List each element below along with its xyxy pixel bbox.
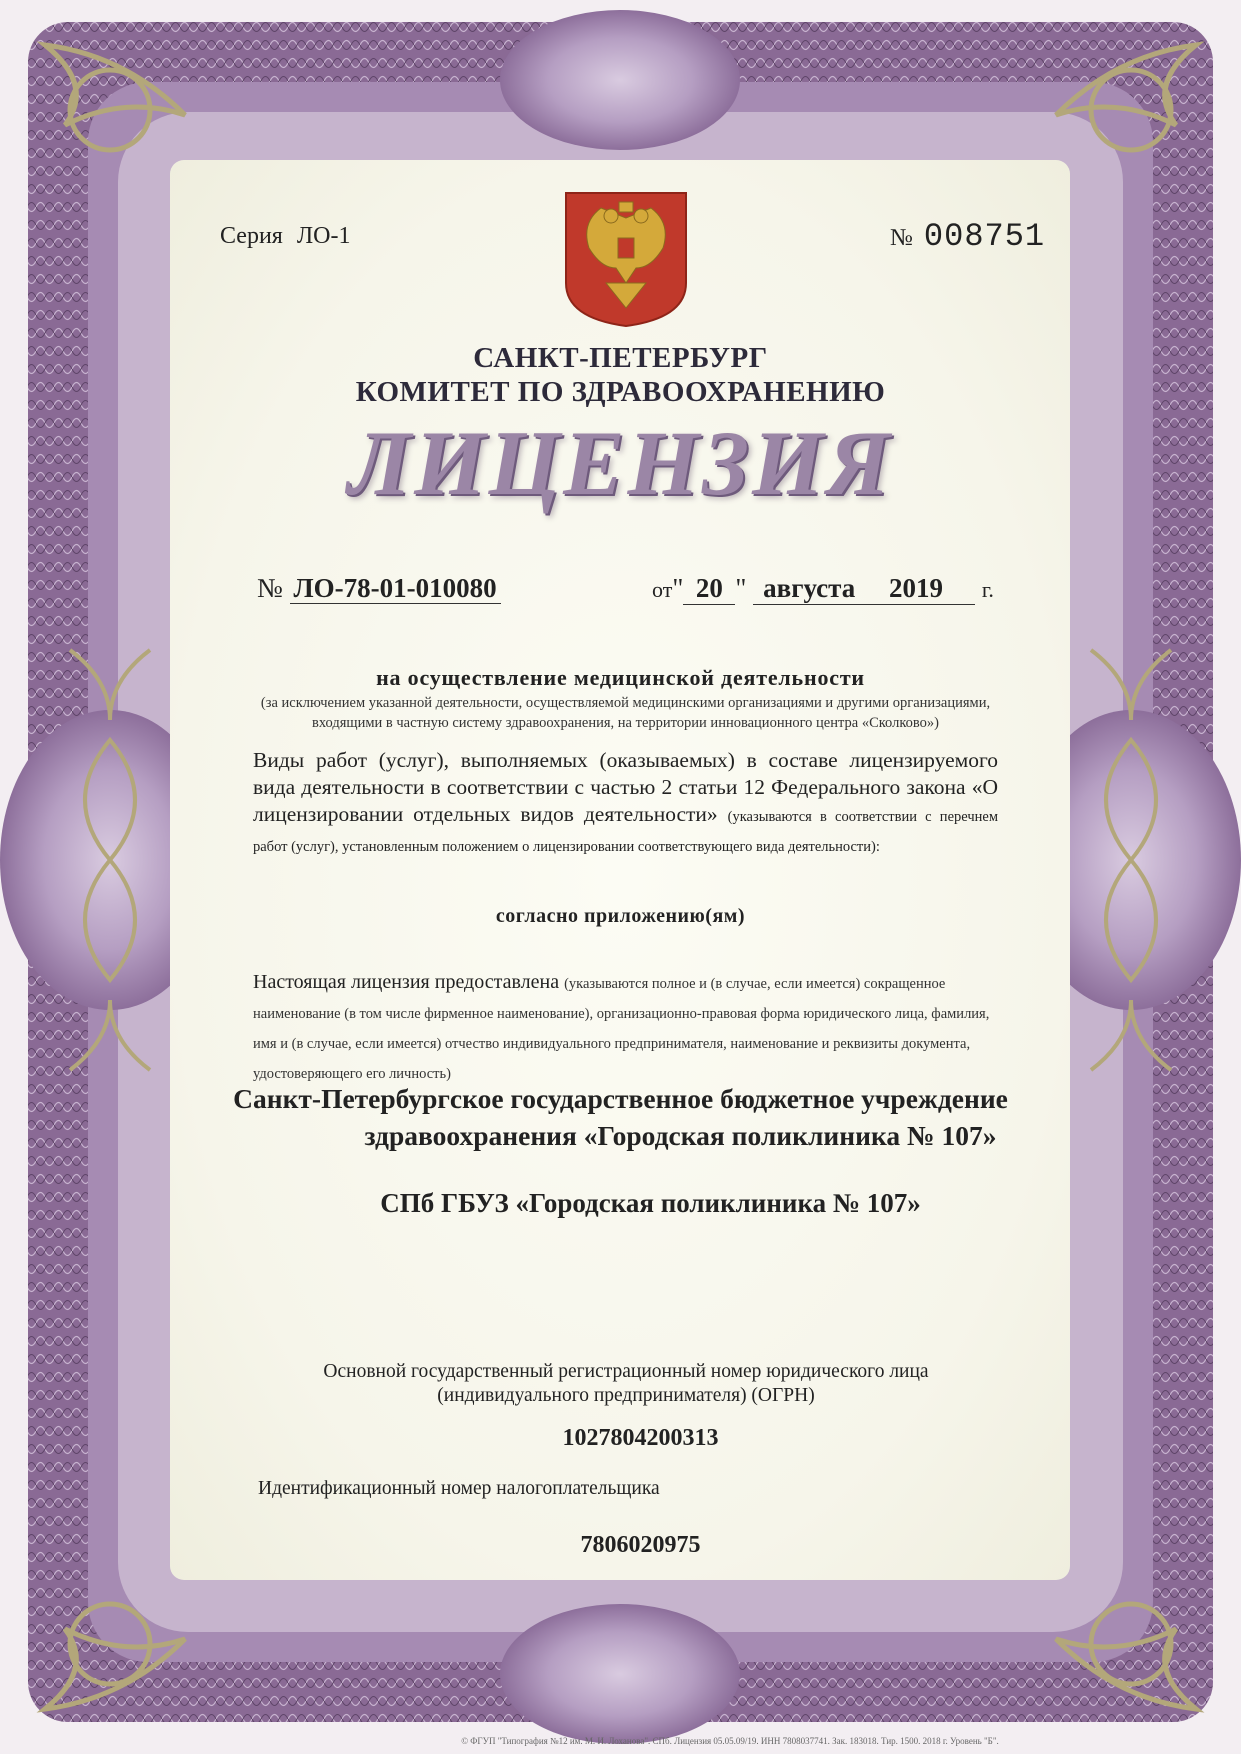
form-number-sign: № (890, 225, 914, 251)
license-date: от" 20 " августа 2019 г. (652, 573, 994, 603)
inn-value: 7806020975 (580, 1532, 701, 1558)
series-label: Серия (220, 223, 283, 249)
granted-note: (указываются полное и (в случае, если имеется) сокращенное наименование (в том числе фирменное наименование), организационно-правовая форма юридического лица, фамилия, имя и (в случае, если имеется) отчество индивидуального предпринимателя, наименование и реквизиты документа, удостоверяющего его личность) (253, 976, 990, 1082)
coat-of-arms-icon (561, 188, 691, 328)
granted-label: Настоящая лицензия предоставлена (253, 971, 560, 993)
activity-title: на осуществление медицинской деятельности (376, 665, 865, 690)
date-year: 2019 (888, 573, 943, 603)
form-number-value: 008751 (923, 218, 1046, 255)
form-number (890, 218, 1045, 255)
granted-to (253, 968, 998, 1088)
series-value: ЛО-1 (296, 223, 351, 249)
ogrn-label: Основной государственный регистрационный номер юридического лица (индивидуального предпринимателя) (ОГРН) (323, 1361, 929, 1406)
ogrn-value: 1027804200313 (562, 1425, 719, 1451)
date-year-suffix: г. (981, 577, 994, 602)
organization-full-name-line1: Санкт-Петербургское государственное бюджетное учреждение (233, 1083, 1008, 1114)
date-day: 20 (683, 573, 735, 605)
printer-imprint: © ФГУП "Типография №12 им. М. И. Лоханова". СПб. Лицензия 05.05.09/19. ИНН 7808037741. Зак. 183018. Тир. 1500. 2018 г. Уровень "Б". (461, 1736, 999, 1746)
works-description (253, 747, 998, 861)
inn-label: Идентификационный номер налогоплательщика (258, 1478, 660, 1499)
works-text: Виды работ (услуг), выполняемых (оказываемых) в составе лицензируемого вида деятельности в соответствии с частью 2 статьи 12 Федерального закона «О лицензировании отдельных видов деятельности» (253, 748, 998, 826)
issuer-city: САНКТ-ПЕТЕРБУРГ (473, 342, 768, 374)
issuer-committee: КОМИТЕТ ПО ЗДРАВООХРАНЕНИЮ (355, 376, 886, 408)
series (220, 223, 350, 250)
organization-short-name: СПб ГБУЗ «Городская поликлиника № 107» (380, 1188, 921, 1218)
organization-full-name-line2: здравоохранения «Городская поликлиника № 107» (364, 1120, 997, 1151)
license-number-value: ЛО-78-01-010080 (290, 573, 501, 604)
date-from-label: от (652, 577, 673, 602)
activity-note: (за исключением указанной деятельности, осуществляемой медицинскими организациями и другими организациями, входящими в частную систему здравоохранения, на территории инновационного центра «Сколково») (260, 695, 991, 731)
appendix-reference: согласно приложению(ям) (495, 905, 746, 927)
works-note: (указываются в соответствии с перечнем работ (услуг), установленным положением о лицензировании соответствующего вида деятельности): (253, 809, 998, 855)
license-number (257, 573, 501, 604)
date-month: августа 2019 (753, 573, 975, 605)
document-title: ЛИЦЕНЗИЯ (348, 412, 893, 514)
license-number-sign: № (257, 573, 283, 603)
